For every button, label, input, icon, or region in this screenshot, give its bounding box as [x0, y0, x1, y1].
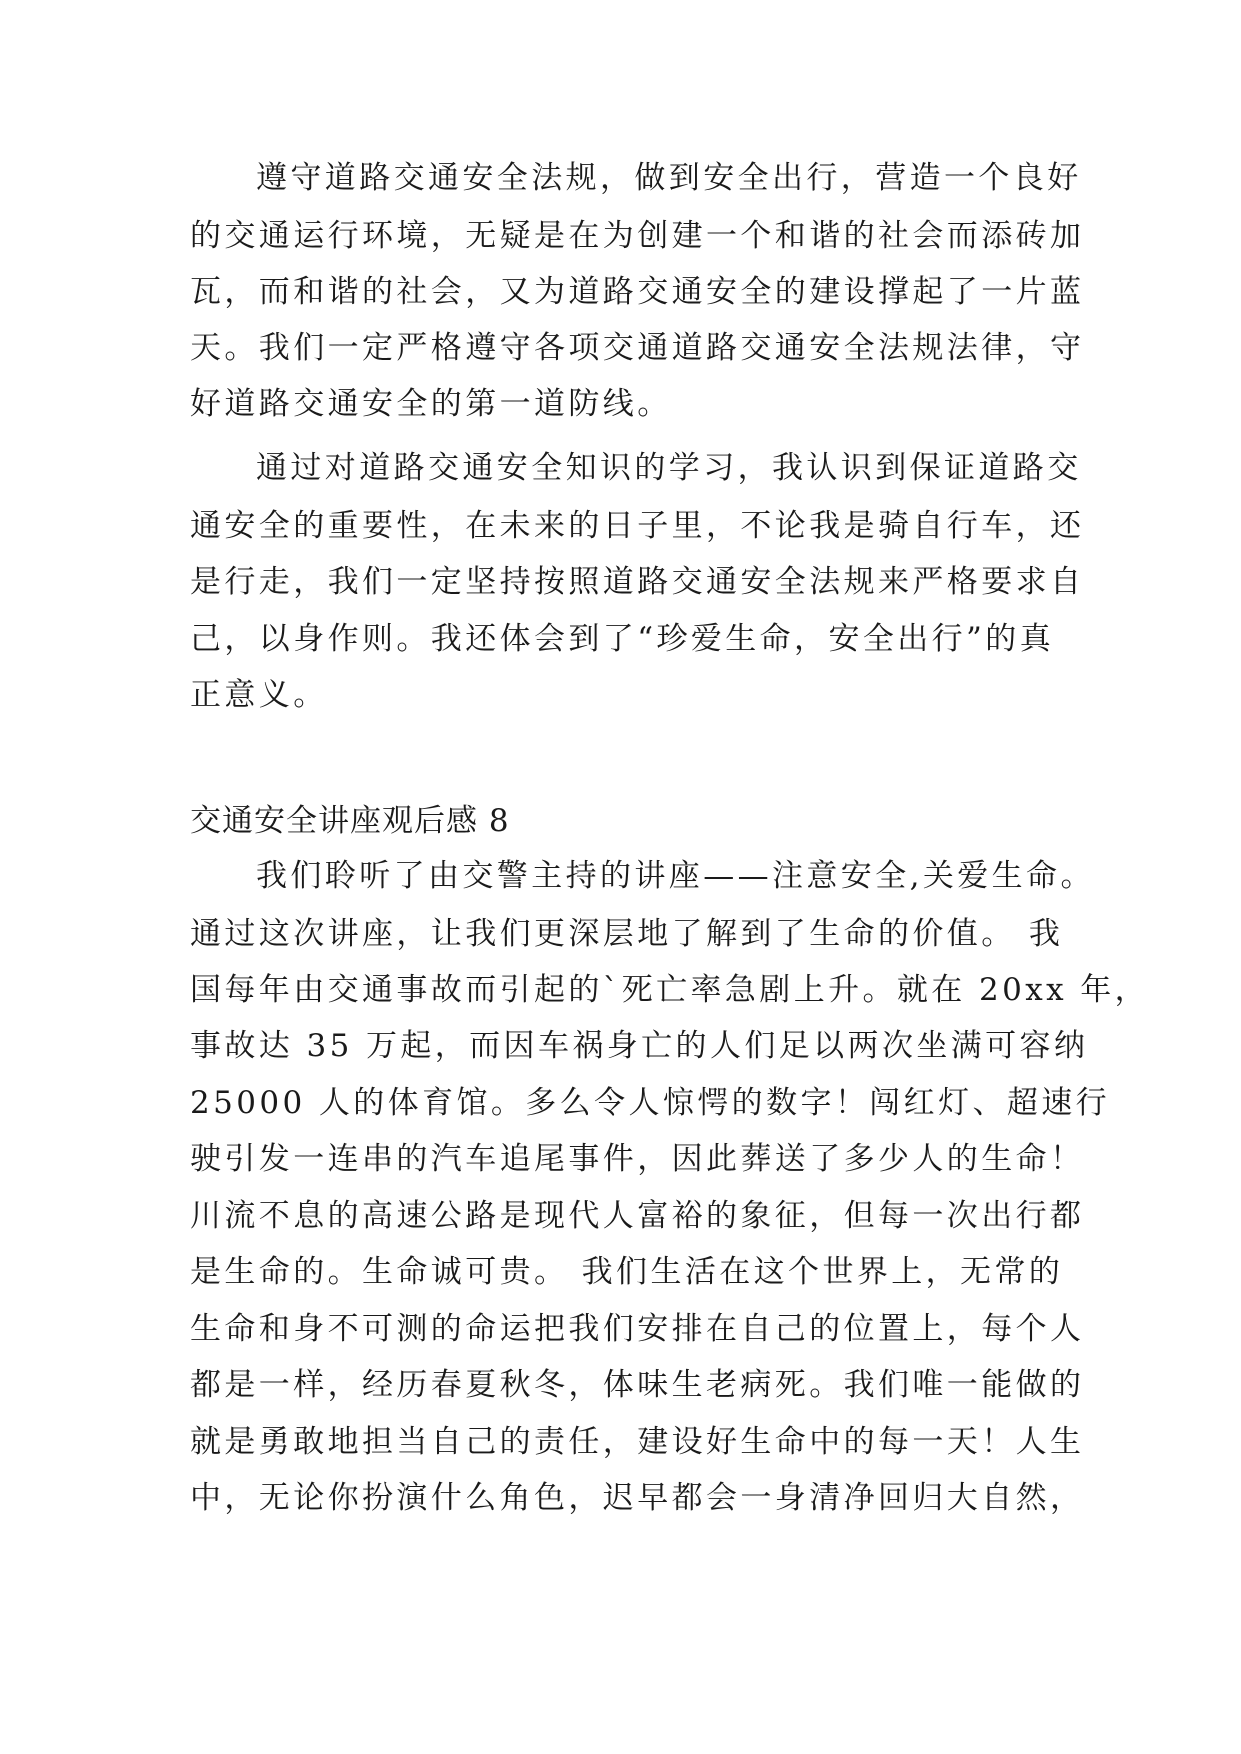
paragraph-line: 是生命的。生命诚可贵。 我们生活在这个世界上，无常的	[190, 1254, 1064, 1290]
paragraph-line: 驶引发一连串的汽车追尾事件，因此葬送了多少人的生命！	[190, 1141, 1085, 1177]
paragraph-line: 中，无论你扮演什么角色，迟早都会一身清净回归大自然，	[190, 1480, 1085, 1516]
paragraph-line: 事故达 35 万起，而因车祸身亡的人们足以两次坐满可容纳	[190, 1028, 1089, 1064]
paragraph-line: 都是一样，经历春夏秋冬，体味生老病死。我们唯一能做的	[190, 1367, 1085, 1403]
paragraph-line: 国每年由交通事故而引起的`死亡率急剧上升。就在 20xx 年，	[190, 972, 1150, 1008]
paragraph-line: 遵守道路交通安全法规，做到安全出行，营造一个良好	[256, 160, 1082, 196]
paragraph-line: 通过对道路交通安全知识的学习，我认识到保证道路交	[256, 450, 1082, 486]
paragraph-line: 川流不息的高速公路是现代人富裕的象征，但每一次出行都	[190, 1198, 1085, 1234]
paragraph-line: 25000 人的体育馆。多么令人惊愕的数字！闯红灯、超速行	[190, 1085, 1111, 1121]
paragraph-line: 就是勇敢地担当自己的责任，建设好生命中的每一天！人生	[190, 1424, 1085, 1460]
paragraph-line: 正意义。	[190, 677, 328, 713]
paragraph-line: 生命和身不可测的命运把我们安排在自己的位置上，每个人	[190, 1311, 1085, 1347]
paragraph-line: 好道路交通安全的第一道防线。	[190, 386, 672, 422]
paragraph-line: 是行走，我们一定坚持按照道路交通安全法规来严格要求自	[190, 564, 1085, 600]
paragraph-line: 己，以身作则。我还体会到了“珍爱生命，安全出行”的真	[190, 621, 1055, 657]
paragraph-line: 的交通运行环境，无疑是在为创建一个和谐的社会而添砖加	[190, 218, 1085, 254]
paragraph-line: 我们聆听了由交警主持的讲座——注意安全,关爱生命。	[256, 858, 1095, 894]
section-heading: 交通安全讲座观后感 8	[190, 803, 510, 839]
paragraph-line: 通安全的重要性，在未来的日子里，不论我是骑自行车，还	[190, 508, 1085, 544]
paragraph-line: 天。我们一定严格遵守各项交通道路交通安全法规法律，守	[190, 330, 1085, 366]
paragraph-line: 瓦，而和谐的社会，又为道路交通安全的建设撑起了一片蓝	[190, 274, 1085, 310]
paragraph-line: 通过这次讲座，让我们更深层地了解到了生命的价值。 我	[190, 916, 1064, 952]
